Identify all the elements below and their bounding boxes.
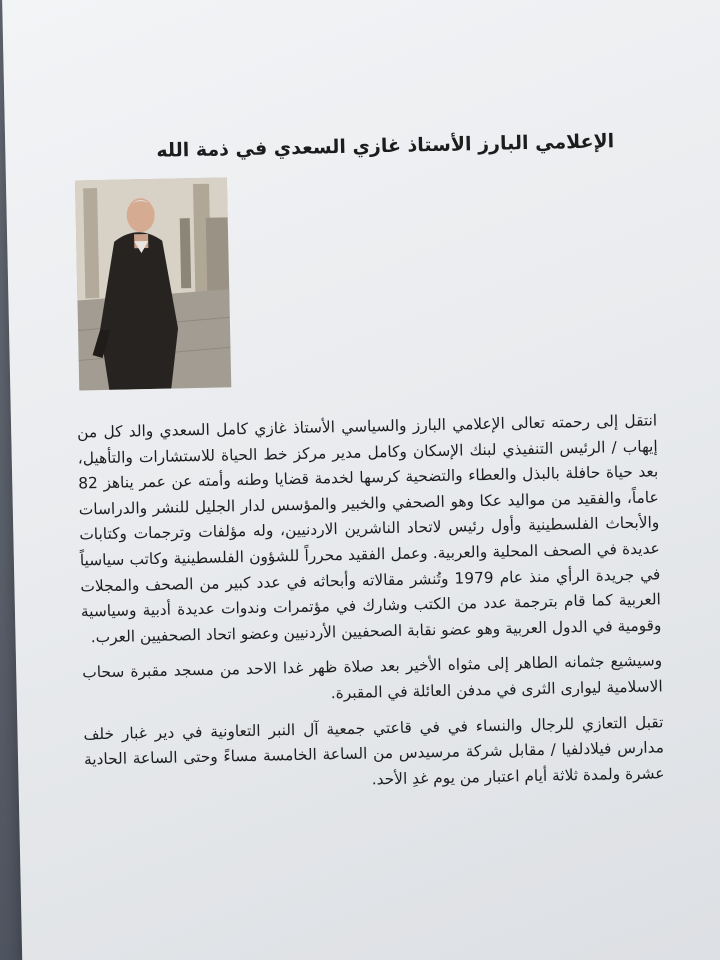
paragraph-funeral: وسيشيع جثمانه الطاهر إلى مثواه الأخير بعد صلاة ظهر غدا الاحد من مسجد مقبرة سحاب الاسلامية ليوارى الثرى في مدفن العائلة في المقبرة.: [82, 651, 663, 703]
document-content: [62, 0, 702, 953]
obituary-body: [77, 408, 665, 808]
paper-sheet: [2, 0, 720, 960]
portrait-photo: [75, 177, 231, 390]
paragraph-biography: انتقل إلى رحمته تعالى الإعلامي البارز والسياسي الأستاذ غازي كامل السعدي والد كل من إيهاب / الرئيس التنفيذي لبنك الإسكان وكامل مدير مركز خط الحياة للاستشارات والتأهيل، بعد حياة حافلة بالبذل والعطاء والتضحية كرسها لخدمة قضايا وطنه وأمته عن عمر يناهز 82 عاماً، والفقيد من مواليد عكا وهو الصحفي والخبير والمؤسس لدار الجليل للنشر والدراسات والأبحاث الفلسطينية وأول رئيس لاتحاد الناشرين الاردنيين، وله مؤلفات وترجمات وكتابات عديدة في الصحف المحلية والعربية. وعمل الفقيد محرراً للشؤون الفلسطينية وكاتب سياسياً في جريدة الرأي منذ عام 1979 وتُنشر مقالاته وأبحاثه في عدد كبير من الصحف والمجلات العربية كما قام بترجمة عدد من الكتب وشارك في مؤتمرات وندوات عديدة أدبية وسياسية وقومية في الدول العربية وهو عضو نقابة الصحفيين الأردنيين وعضو اتحاد الصحفيين العرب.: [77, 411, 662, 647]
paragraph-condolences: تقبل التعازي للرجال والنساء في في قاعتي جمعية آل النبر التعاونية في دير غبار خلف مدارس فيلادلفيا / مقابل شركة مرسيدس من الساعة الخامسة مساءً وحتى الساعة الحادية عشرة ولمدة ثلاثة أيام اعتبار من يوم غدِ الأحد.: [83, 712, 665, 789]
document-title: الإعلامي البارز الأستاذ غازي السعدي في ذمة الله: [156, 129, 615, 162]
portrait-photo-illustration: [75, 177, 231, 390]
